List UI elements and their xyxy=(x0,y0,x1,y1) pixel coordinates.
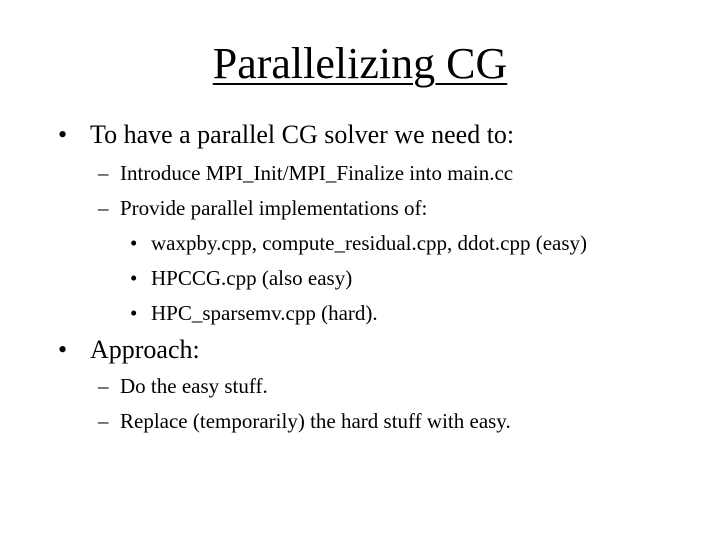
slide-title: Parallelizing CG xyxy=(212,39,508,88)
sub-bullet-marker: – xyxy=(98,196,109,220)
sub-bullet-marker: – xyxy=(98,161,109,185)
sub-bullet-text: Introduce MPI_Init/MPI_Finalize into main.cc xyxy=(120,161,514,185)
bullet-marker: • xyxy=(58,335,68,364)
bullet-marker: • xyxy=(58,120,68,149)
sub-sub-bullet-text: HPC_sparsemv.cpp (hard). xyxy=(151,301,378,325)
sub-sub-bullet-marker: • xyxy=(130,266,138,290)
sub-sub-bullet-text: HPCCG.cpp (also easy) xyxy=(151,266,353,290)
bullet-text: Approach: xyxy=(90,335,200,364)
sub-bullet-marker: – xyxy=(98,374,109,398)
sub-sub-bullet-marker: • xyxy=(130,301,138,325)
sub-bullet-text: Replace (temporarily) the hard stuff with easy. xyxy=(120,409,511,433)
sub-bullet-text: Provide parallel implementations of: xyxy=(120,196,428,220)
bullet-text: To have a parallel CG solver we need to: xyxy=(90,120,515,149)
sub-bullet-text: Do the easy stuff. xyxy=(120,374,268,398)
sub-sub-bullet-text: waxpby.cpp, compute_residual.cpp, ddot.cpp (easy) xyxy=(151,231,588,255)
sub-sub-bullet-marker: • xyxy=(130,231,138,255)
sub-bullet-marker: – xyxy=(98,409,109,433)
